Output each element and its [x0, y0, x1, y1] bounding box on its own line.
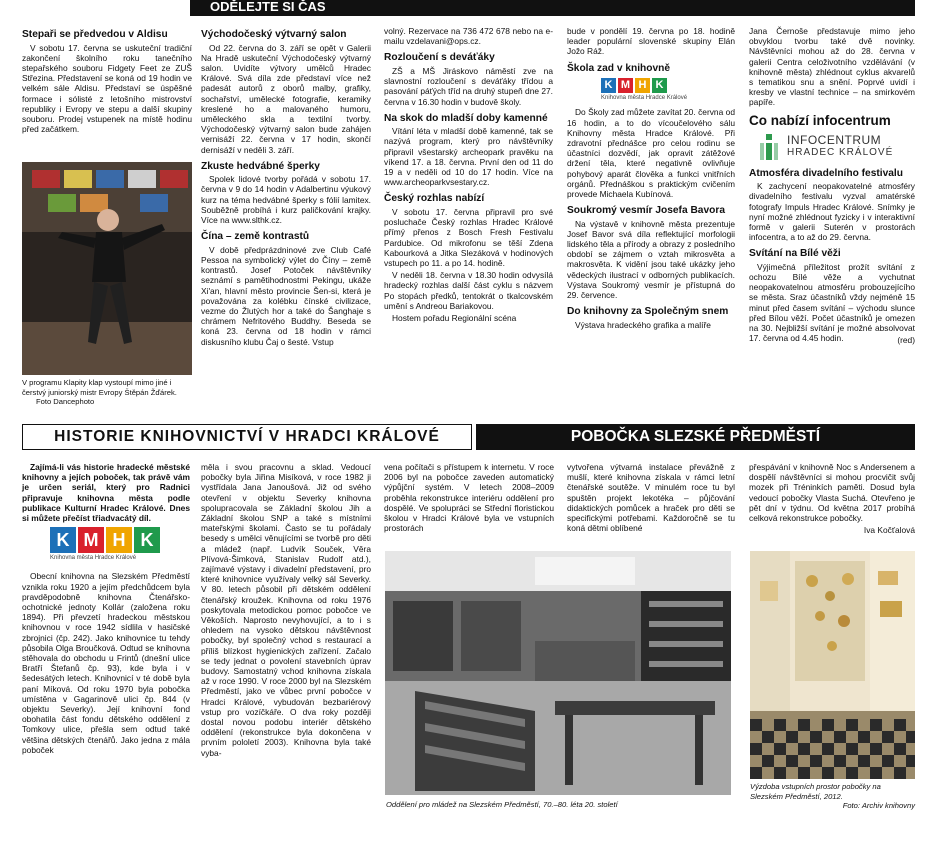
kmhk-logo-sub: Knihovna města Hradce Králové [601, 95, 688, 102]
top-banner-text: ODĚLEJTE SI ČAS [210, 0, 326, 14]
logo-letter-m: M [618, 78, 633, 93]
branch-band-title: POBOČKA SLEZSKÉ PŘEDMĚSTÍ [570, 428, 821, 445]
branch-entrance-caption-text: Výzdoba vstupních prostor pobočky na Slezském Předměstí, 2012. [750, 782, 881, 801]
text-festival: K zachycení neopakovatelné atmosféry divadelního festivalu vyzval amatérské fotografy Impuls Hradec Králové. Snímky je nyní možné zhlédnout fyzicky i v interaktivní formě v galerii Suterén v prostorách infocentra, a to až do 29. června. [749, 181, 915, 243]
logo-letter-h: H [106, 527, 132, 553]
text-devataci: ZŠ a MŠ Jiráskovo náměstí zve na slavnostní rozloučení s deváťáky třídou a pasování páťých tříd na druhý stupeň dne 27. června v 16.30 hodin v budově školy. [384, 65, 553, 107]
stepper-credit: Foto Dancephoto [36, 397, 95, 407]
text-history-2: měla i svou pracovnu a sklad. Vedoucí pobočky byla Jiřina Misíková, v roce 1982 ji vystřídala Jana Janoušová. Již od svého otevření v objektu Severky knihovna spolupracovala se Základní školou Jih a Základní školou SNP a také s místními mateřskými školami. Často se tu pořádaly besedy s umělci věnujícími se tvorbě pro děti a mládež (např. Ludvík Souček, Věra Plívová-Šimková, Stanislav Rudolf atd.), zajímavé výstavy i divadelní představení, pro které knihovnice využívaly velký sál Severky. V 80. letech působil při dětském oddělení čtenářský kroužek. Knihovna od roku 1976 poskytovala metodickou pomoc pobočce ve Věkoších. Naprosto nevyhovující, a to i s ohledem na vysoko dětskou návštěvnost pobočky, byl společný vchod s restaurací a příliš blízkost hygienických zařízení. Začalo se tedy jednat o povolení stavebních úprav budovy. Samostatný vchod knihovna získala až v roce 1990. V roce 2000 byl na Slezském Předměstí, jako ve vůbec první pobočce v Hradci Králové, vybudován bezbariérový vstup pro vozíčkáře. O dva roky později dostal novou podobu interiér dětského oddělení (rekonstrukce byla dokončena v prvním pololetí 2003). Knihovna byla také vyba- [201, 462, 371, 758]
col2 [201, 26, 371, 349]
headline-skola-zad: Škola zad v knihovně [567, 62, 671, 74]
text-cernos: Jana Černoše představuje mimo jeho obvyklou tvorbu také dvě novinky. Návštěvníci mohou až do 28. června v galerii Centra celoživotního vzdělávání (v knihovně města) zhlédnout cyklus akvarelů s tematikou snu a snění. Poprvé uvidí i kresby ve vlastní technice – na smirkovém papíře. [749, 26, 915, 108]
text-svitani: Výjimečná příležitost prožít svítání z ochozu Bílé věže a vychutnat neopakovatelnou atmosféru probouzejícího se města. Sraz účastníků vždy nejméně 15 minut před časem svítání – východu slunce před Bílou věží. Počet účastníků je omezen na 30. Nejbližší svítání je možné absolvovat 17. června od 4.45 hodin. [749, 261, 915, 344]
text-spolecny-sen: Výstava hradeckého grafika a malíře [575, 319, 711, 330]
bottom-col1 [22, 462, 190, 757]
logo-letter-k: K [50, 527, 76, 553]
lead-paragraph: Zajímá-li vás historie hradecké městské knihovny a jejích poboček, tak právě vám je určen seriál, který pro Radnici připravuje knihovna města podle publikace Kulturní Hradec Králové. Dnes si můžete přečíst třiadvacátý díl. [22, 462, 190, 524]
history-band-title: HISTORIE KNIHOVNICTVÍ V HRADCI KRÁLOVÉ [54, 428, 440, 445]
text-sperky: Spolek lidové tvorby pořádá v sobotu 17. června v 9 do 14 hodin v Adalbertinu výukový kurz na téma hedvábné šperky s fólií lamitex. Souběžně probíhá i kurz paličkování krajky. Více na www.slthk.cz. [201, 174, 371, 226]
logo-letter-h: H [635, 78, 650, 93]
signature-author: Iva Kočťalová [863, 525, 915, 536]
branch-band [476, 424, 915, 450]
bottom-col2 [201, 462, 371, 760]
branch-entrance-caption [750, 782, 915, 811]
text-rezervace: volný. Rezervace na 736 472 678 nebo na e-mailu vzdelavani@ops.cz. [384, 26, 553, 47]
text-skola-zad: Do Školy zad můžete zavítat 20. června od 16 hodin, a to do vícoučelového sálu Knihovny města Hradce Králové. Při zdravotní přednášce pro celou rodinu se účastníci dozvědí, jak opravit zátěžové držení těla, které negativně ovlivňuje pohybový aparát člověka a funkci vnitřních orgánů. Přednáškou s praktickým cvičením provede Michaela Kubínová. [567, 107, 735, 199]
bottom-col3 [384, 462, 554, 535]
headline-rozhlas: Český rozhlas nabízí [384, 193, 485, 205]
headline-infocentrum: Co nabízí infocentrum [749, 112, 891, 128]
kmhk-logo-bottom [50, 527, 190, 563]
logo-letter-k2: K [652, 78, 667, 93]
top-banner [190, 0, 915, 16]
text-elan: bude v pondělí 19. června po 18. hodině leader populární slovenské skupiny Elán Jožo Ráž. [567, 26, 735, 57]
branch-entrance-photo [750, 551, 915, 779]
text-history-3: vena počítači s přístupem k internetu. V roce 2006 byl na pobočce zaveden automatický výpůjční systém. V letech 2008–2009 proběhla rekonstrukce interiéru oddělení pro dospělé. Ve spolupráci se Střední floristickou školou v Hradci Králové byla ve vstupních prostorách [384, 462, 554, 534]
infocentrum-logo [759, 134, 915, 160]
col4 [567, 26, 735, 332]
headline-cina: Čína – země kontrastů [201, 231, 310, 243]
bottom-col4 [567, 462, 735, 535]
col1 [22, 26, 192, 136]
library-interior-caption: Oddělení pro mládež na Slezském Předměstí, 70.–80. léta 20. století [386, 800, 618, 809]
text-rozhlas-3: Hostem pořadu Regionální scéna [392, 312, 517, 323]
headline-stepari: Stepaři se předvedou v Aldisu [22, 29, 168, 40]
logo-letter-k: K [601, 78, 616, 93]
logo-letter-m: M [78, 527, 104, 553]
text-rozhlas-2: V neděli 18. června v 18.30 hodin odvysílá hradecký rozhlas další část cyklu s názvem Po stopách předků, tentokrát o tkalcovském umění s Andreou Bariakovou. [384, 270, 553, 311]
text-rozhlas-1: V sobotu 17. června připravil pro své posluchače Český rozhlas Hradec Králové přímý přenos z Bosch Fresh Festivalu Pardubice. Od mikrofonu se těší Zdena Kabourková a Jitka Slezáková v hodinových vstupech po 11. a po 14. hodině. [384, 206, 553, 268]
headline-sperky: Zkuste hedvábné šperky [201, 160, 320, 172]
kmhk-logo-sub: Knihovna města Hradce Králové [50, 555, 137, 562]
bottom-col5 [749, 462, 915, 535]
headline-devataci: Rozloučení s deváťáky [384, 52, 495, 64]
headline-festival: Atmosféra divadelního festivalu [749, 167, 903, 179]
headline-vesmir: Soukromý vesmír Josefa Bavora [567, 205, 725, 217]
headline-doba-kamenna: Na skok do mladší doby kamenné [384, 112, 548, 124]
stepper-caption: V programu Klapity klap vystoupí mimo jiné i čerstvý juniorský mistr Evropy Štěpán Žďárek. Foto Dancephoto [22, 378, 177, 407]
text-history-4: vytvořena výtvarná instalace převážně z mušlí, které knihovna získala v rámci letní čtenářské soutěže. V minulém roce tu byl spuštěn projekt lekotéka – půjčování didaktických pomůcek a hraček pro děti se specifickými potřebami. Každoročně se tu koná dětmi oblíbené [567, 462, 735, 534]
infocentrum-logo-city: HRADEC KRÁLOVÉ [787, 147, 894, 159]
text-history-5: přespávání v knihovně Noc s Andersenem a dospělí návštěvníci si mohou procvičit svůj mozek při Tréninkích paměti. Dosud byla vedoucí pobočky Vlasta Suchá. Otevřeno je pět dní v týdnu. Od května 2017 probíhá celková rekonstrukce pobočky. [749, 462, 915, 524]
headline-spolecny-sen: Do knihovny za Společným snem [567, 306, 729, 318]
text-salon: Od 22. června do 3. září se opět v Galerii Na Hradě uskuteční Východočeský výtvarný salon. Uvidíte výtvory umělců Hradec Králové. Svá díla zde představí více než padesát autorů z oborů malby, grafiky, sochařství, umělecké fotografie, keramiky kreslené ho a malovaného humoru, uměleckého skla a textilní tvorby. Východočeský výtvarný salon bude zahájen vernisáží 22. června v 17 hodin, skončí dernisáží v neděli 3. září. [201, 42, 371, 155]
history-band [22, 424, 472, 450]
col5 [749, 26, 915, 346]
text-vesmir: Na výstavě v knihovně města prezentuje Josef Bavor svá díla reflektující morfologii lidského těla a přírody a obrazy z posledního období se zájmem o vztah mikrosvěta a makrosvěta. K vidění jsou také ukázky jeho vědeckých ilustrací v odborných publikacích. Výstava Soukromý vesmír je přístupná do 29. července. [567, 218, 735, 301]
infocentrum-logo-title: INFOCENTRUM [787, 133, 882, 148]
logo-letter-k2: K [134, 527, 160, 553]
kmhk-logo [601, 78, 735, 103]
branch-entrance-credit: Foto: Archiv knihovny [842, 801, 915, 811]
signature-red: (red) [897, 335, 915, 346]
stepper-photo [22, 162, 192, 375]
text-doba-kamenna: Vítání léta v mladší době kamenné, tak se nazývá program, který pro návštěvníky připravil všestarský archeopark pravěku na víkend 17. a 18. června. První den od 11 do 19 a v neděli od 10 do 17 hodin. Více na www.archeoparkvsestary.cz. [384, 126, 553, 188]
col3 [384, 26, 553, 325]
text-stepari: V sobotu 17. června se uskuteční tradiční zakončení školního roku tanečního stepařského souboru Fidgety Feet ze ZUŠ Střezina. Představení se koná od 19 hodin ve velkém sále Aldisu. Představí se úspěšné formace i sólisté z letošního mistrovství republiky i Evropy ve stepu a další skupiny souboru. Prodej vstupenek na místě hodinu před začátkem. [22, 42, 192, 135]
headline-salon: Východočeský výtvarný salon [201, 29, 347, 40]
library-interior-photo [385, 551, 731, 795]
text-cina: V době předprázdninové zve Club Café Pessoa na symbolický výlet do Číny – země kontrastů. Josef Potoček návštěvníky seznámí s pamětihodnostmi Pekingu, ukáže Xi'an, hlavní město provincie Šen-si, která je považována za kolébku čínské civilizace, vezme do Žlutých hor a také do Šanghaje s chrámem Nefritového Buddhy. Beseda se koná 23. června od 18 hodin v rámci diskusního klubu Čaj o šesté. Vstup [201, 244, 371, 347]
headline-svitani: Svítání na Bílé věži [749, 248, 841, 260]
text-history-1: Obecní knihovna na Slezském Předměstí vznikla roku 1920 a jejím předchůdcem byla pravděpodobně knihovna Čtenářsko-ochotnické jednoty Kollár (založena roku 1894). Při převzetí hradeckou městskou knihovnou v roce 1942 sídlila v hasičské zbrojnici (čp. 242). Jako knihovnice tu tehdy působila Olga Broučková. Odtud se knihovna stěhovala do obchodu u Frintů (dnešní ulice Bratří Štefanů čp. 93), kde byla i v šedesátých letech. Knihovnicí v té době byla paní Míková. Od roku 1970 byla pobočka umístěna v Gagarinově ulici čp. 844 (v objektu Severky). Její knihovní fond obohatila část fondu dětského oddělení z Tomkovy ulice, přešla sem odtud také většina dětských čtenářů. Jako jedna z mála poboček [22, 571, 190, 755]
info-i-icon [759, 134, 779, 160]
